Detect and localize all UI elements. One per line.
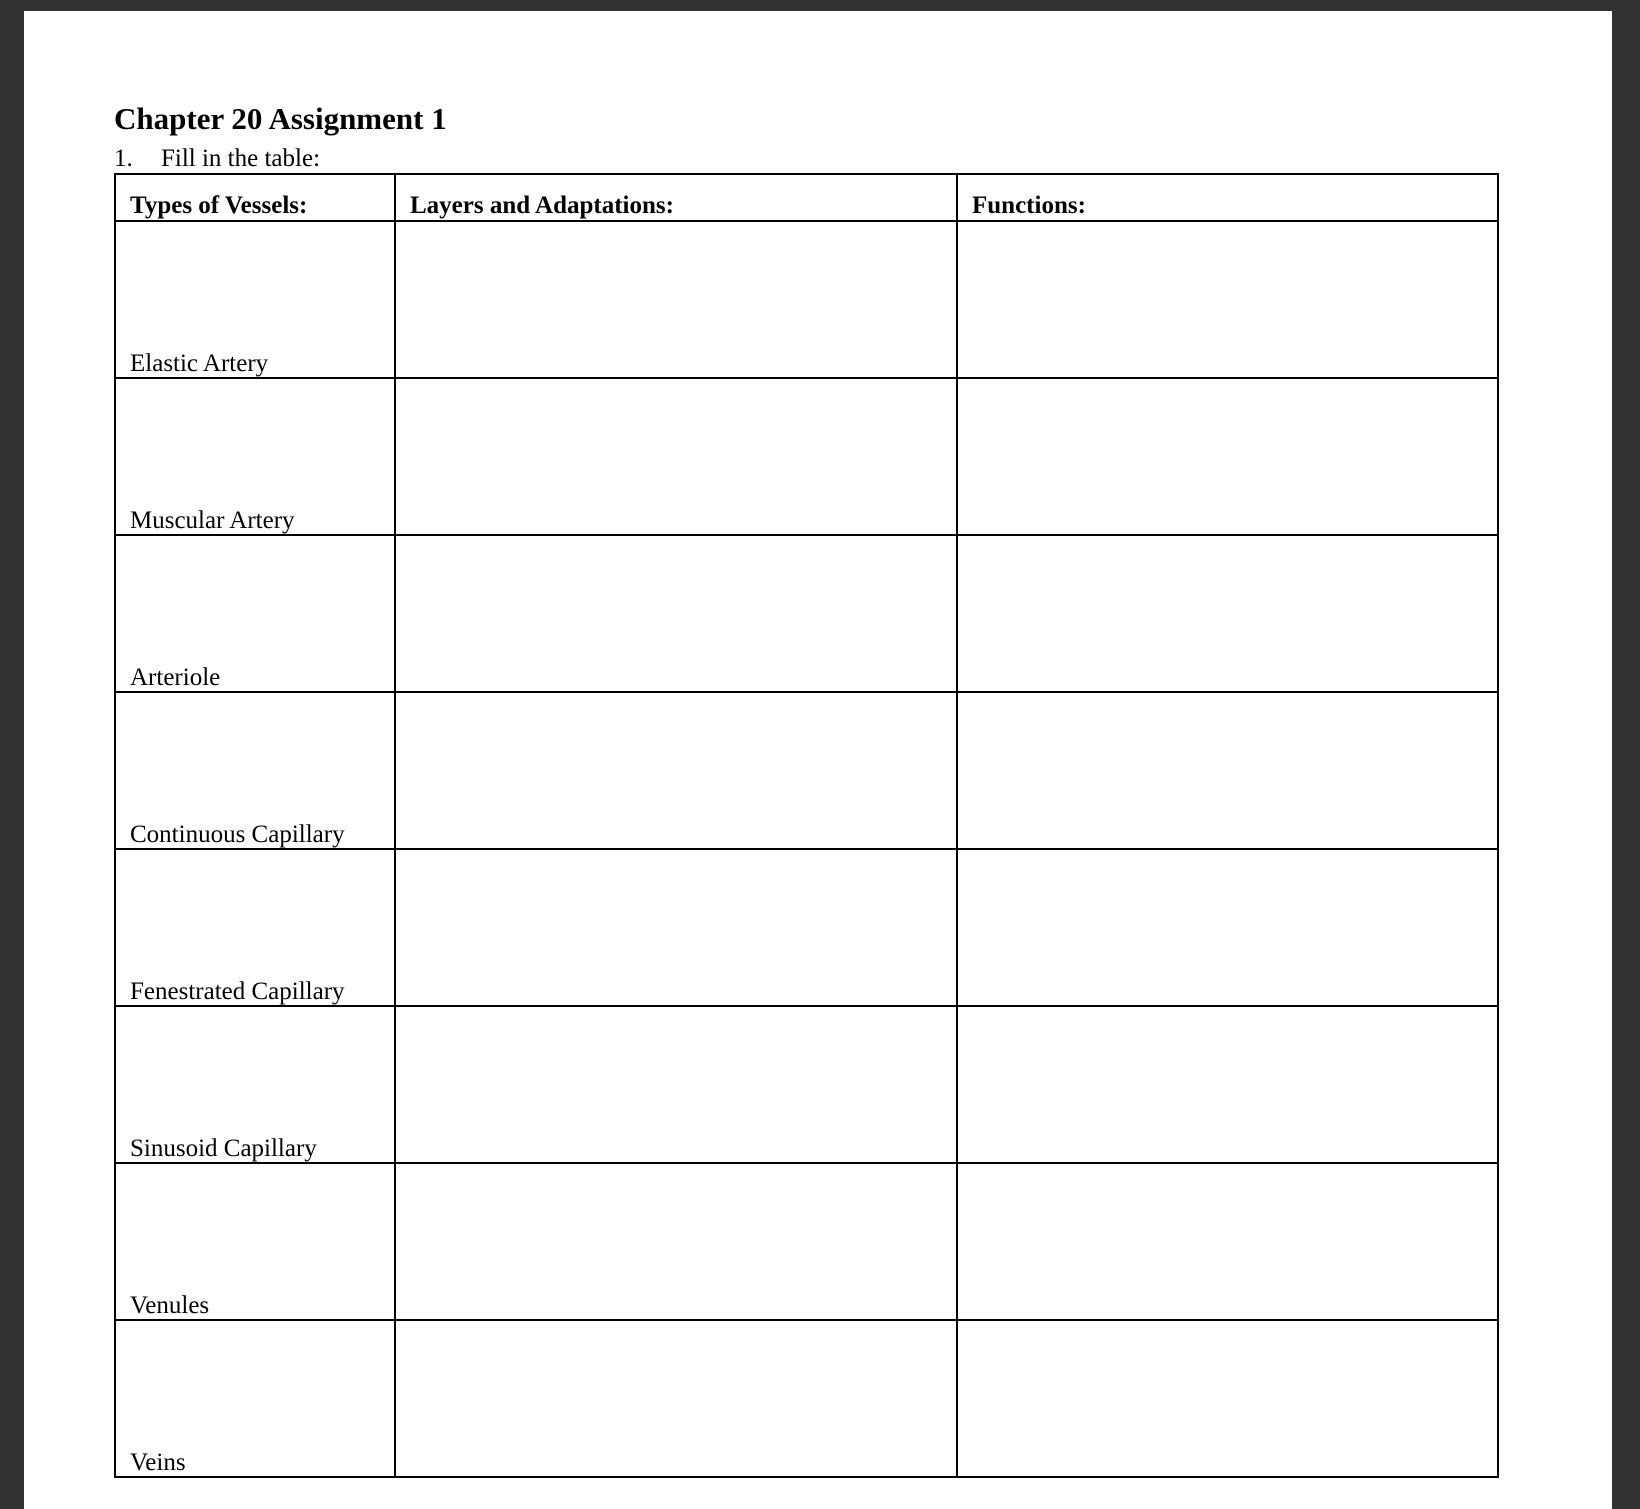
vessel-type-cell: Continuous Capillary (115, 692, 395, 849)
functions-cell[interactable] (957, 1006, 1498, 1163)
table-row (115, 221, 1498, 378)
vessel-type-cell: Veins (115, 1320, 395, 1477)
header-functions: Functions: (957, 174, 1498, 221)
layers-cell[interactable] (395, 1163, 957, 1320)
table-row (115, 1006, 1498, 1163)
layers-cell[interactable] (395, 1320, 957, 1477)
page-title: Chapter 20 Assignment 1 (114, 101, 447, 136)
layers-cell[interactable] (395, 849, 957, 1006)
layers-cell[interactable] (395, 378, 957, 535)
functions-cell[interactable] (957, 1320, 1498, 1477)
table-row (115, 378, 1498, 535)
vessel-type-cell: Venules (115, 1163, 395, 1320)
layers-cell[interactable] (395, 535, 957, 692)
table-header-row (115, 174, 1498, 221)
functions-cell[interactable] (957, 535, 1498, 692)
layers-cell[interactable] (395, 1006, 957, 1163)
layers-cell[interactable] (395, 692, 957, 849)
header-types-of-vessels: Types of Vessels: (115, 174, 395, 221)
vessel-type-cell: Muscular Artery (115, 378, 395, 535)
vessel-type-cell: Elastic Artery (115, 221, 395, 378)
table-row (115, 692, 1498, 849)
table-row (115, 535, 1498, 692)
header-layers-and-adaptations: Layers and Adaptations: (395, 174, 957, 221)
vessel-type-cell: Arteriole (115, 535, 395, 692)
functions-cell[interactable] (957, 1163, 1498, 1320)
functions-cell[interactable] (957, 378, 1498, 535)
instruction-number: 1. (114, 145, 133, 172)
vessel-type-cell: Sinusoid Capillary (115, 1006, 395, 1163)
layers-cell[interactable] (395, 221, 957, 378)
instruction-text: Fill in the table: (161, 145, 321, 172)
functions-cell[interactable] (957, 221, 1498, 378)
document-page (24, 11, 1612, 1509)
table-row (115, 1163, 1498, 1320)
table-row (115, 849, 1498, 1006)
functions-cell[interactable] (957, 849, 1498, 1006)
vessel-type-cell: Fenestrated Capillary (115, 849, 395, 1006)
vessel-table (114, 173, 1499, 1478)
table-row (115, 1320, 1498, 1477)
instruction (114, 146, 320, 171)
functions-cell[interactable] (957, 692, 1498, 849)
